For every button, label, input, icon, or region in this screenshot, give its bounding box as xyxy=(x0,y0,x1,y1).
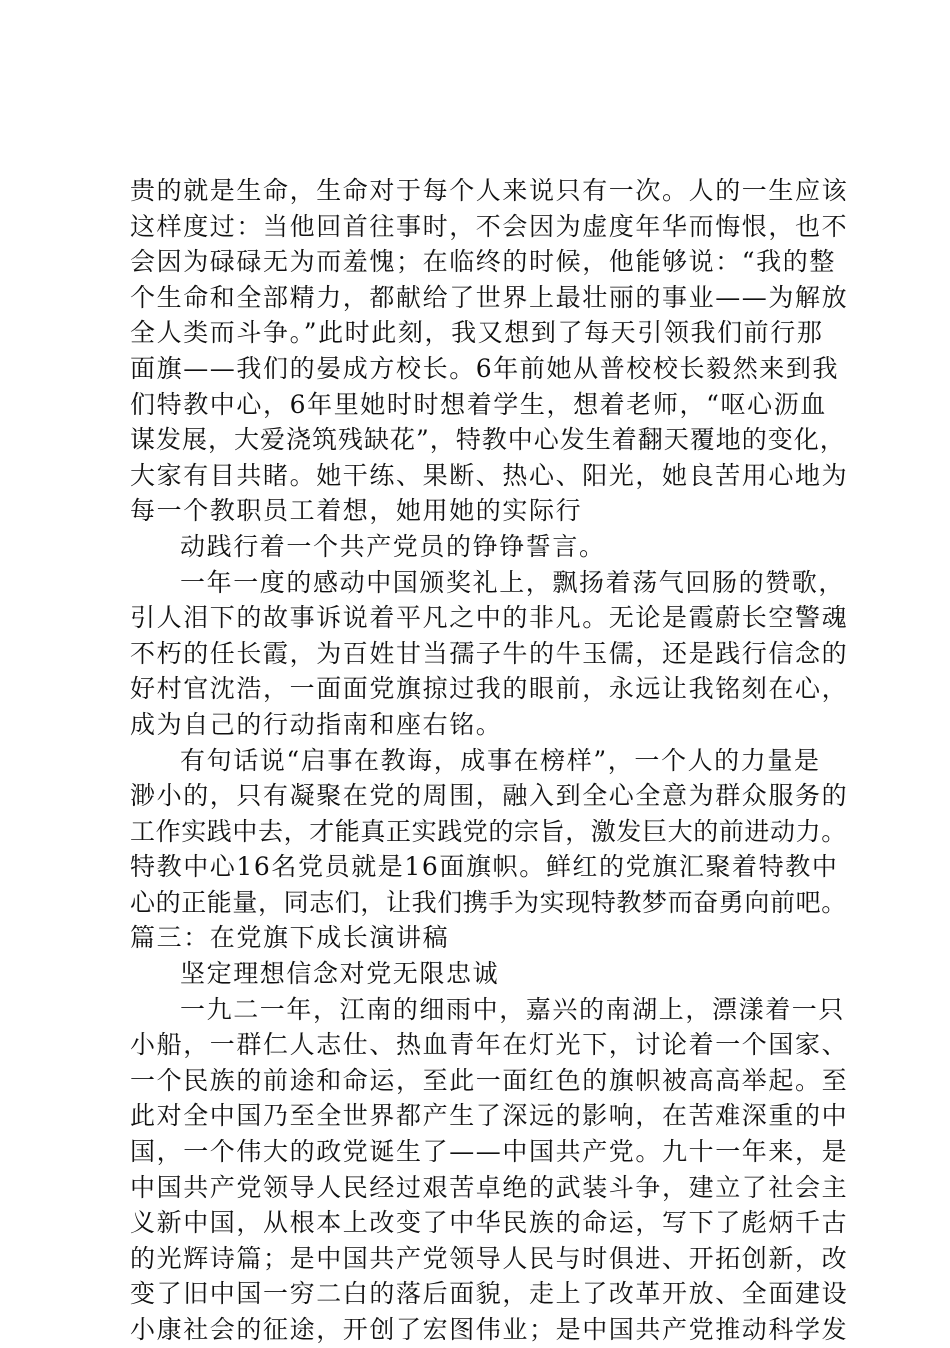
text-line: 篇三：在党旗下成长演讲稿 xyxy=(130,923,450,953)
text-line: 每一个教职员工着想，她用她的实际行 xyxy=(130,496,583,526)
text-line: 工作实践中去，才能真正实践党的宗旨，激发巨大的前进动力。 xyxy=(130,816,847,846)
text-line: 动践行着一个共产党员的铮铮誓言。 xyxy=(180,531,606,561)
text-line: 好村官沈浩，一面面党旗掠过我的眼前，永远让我铭刻在心， xyxy=(130,674,849,704)
text-line: 有句话说“启事在教诲，成事在榜样”，一个人的力量是 xyxy=(180,745,821,775)
text-line: 全人类而斗争。”此时此刻，我又想到了每天引领我们前行那 xyxy=(130,318,824,348)
document-body xyxy=(130,173,849,1348)
text-line: 这样度过：当他回首往事时，不会因为虚度年华而悔恨，也不 xyxy=(130,211,849,241)
text-line: 小船，一群仁人志仕、热血青年在灯光下，讨论着一个国家、 xyxy=(130,1030,849,1060)
text-line: 大家有目共睹。她干练、果断、热心、阳光，她良苦用心地为 xyxy=(130,460,849,490)
text-line: 谋发展，大爱浇筑残缺花”，特教中心发生着翻天覆地的变化， xyxy=(130,425,846,455)
text-line: 变了旧中国一穷二白的落后面貌，走上了改革开放、全面建设 xyxy=(130,1279,849,1309)
text-line: 成为自己的行动指南和座右铭。 xyxy=(130,709,503,739)
text-line: 们特教中心，6年里她时时想着学生，想着老师，“呕心沥血 xyxy=(130,389,827,419)
text-line: 渺小的，只有凝聚在党的周围，融入到全心全意为群众服务的 xyxy=(130,781,849,811)
text-line: 面旗——我们的晏成方校长。6年前她从普校校长毅然来到我 xyxy=(130,353,840,383)
text-line: 一九二一年，江南的细雨中，嘉兴的南湖上，漂漾着一只 xyxy=(180,994,846,1024)
text-line: 贵的就是生命，生命对于每个人来说只有一次。人的一生应该 xyxy=(130,176,849,205)
text-line: 特教中心16名党员就是16面旗帜。鲜红的党旗汇聚着特教中 xyxy=(130,852,839,882)
text-line: 小康社会的征途，开创了宏图伟业；是中国共产党推动科学发 xyxy=(130,1315,849,1344)
text-line: 的光辉诗篇；是中国共产党领导人民与时俱进、开拓创新，改 xyxy=(130,1243,849,1273)
text-line: 个生命和全部精力，都献给了世界上最壮丽的事业——为解放 xyxy=(130,282,849,312)
text-line: 会因为碌碌无为而羞愧；在临终的时候，他能够说：“我的整 xyxy=(130,247,836,277)
text-line: 国，一个伟大的政党诞生了——中国共产党。九十一年来，是 xyxy=(130,1137,849,1167)
text-line: 一个民族的前途和命运，至此一面红色的旗帜被高高举起。至 xyxy=(130,1065,849,1095)
text-line: 坚定理想信念对党无限忠诚 xyxy=(180,959,500,989)
text-line: 中国共产党领导人民经过艰苦卓绝的武装斗争，建立了社会主 xyxy=(130,1172,849,1202)
text-line: 引人泪下的故事诉说着平凡之中的非凡。无论是霞蔚长空警魂 xyxy=(130,603,849,633)
text-line: 义新中国，从根本上改变了中华民族的命运，写下了彪炳千古 xyxy=(130,1208,849,1238)
text-line: 一年一度的感动中国颁奖礼上，飘扬着荡气回肠的赞歌， xyxy=(180,567,846,597)
text-line: 心的正能量，同志们，让我们携手为实现特教梦而奋勇向前吧。 xyxy=(130,887,847,917)
text-line: 不朽的任长霞，为百姓甘当孺子牛的牛玉儒，还是践行信念的 xyxy=(130,638,849,668)
text-line: 此对全中国乃至全世界都产生了深远的影响，在苦难深重的中 xyxy=(130,1101,849,1131)
